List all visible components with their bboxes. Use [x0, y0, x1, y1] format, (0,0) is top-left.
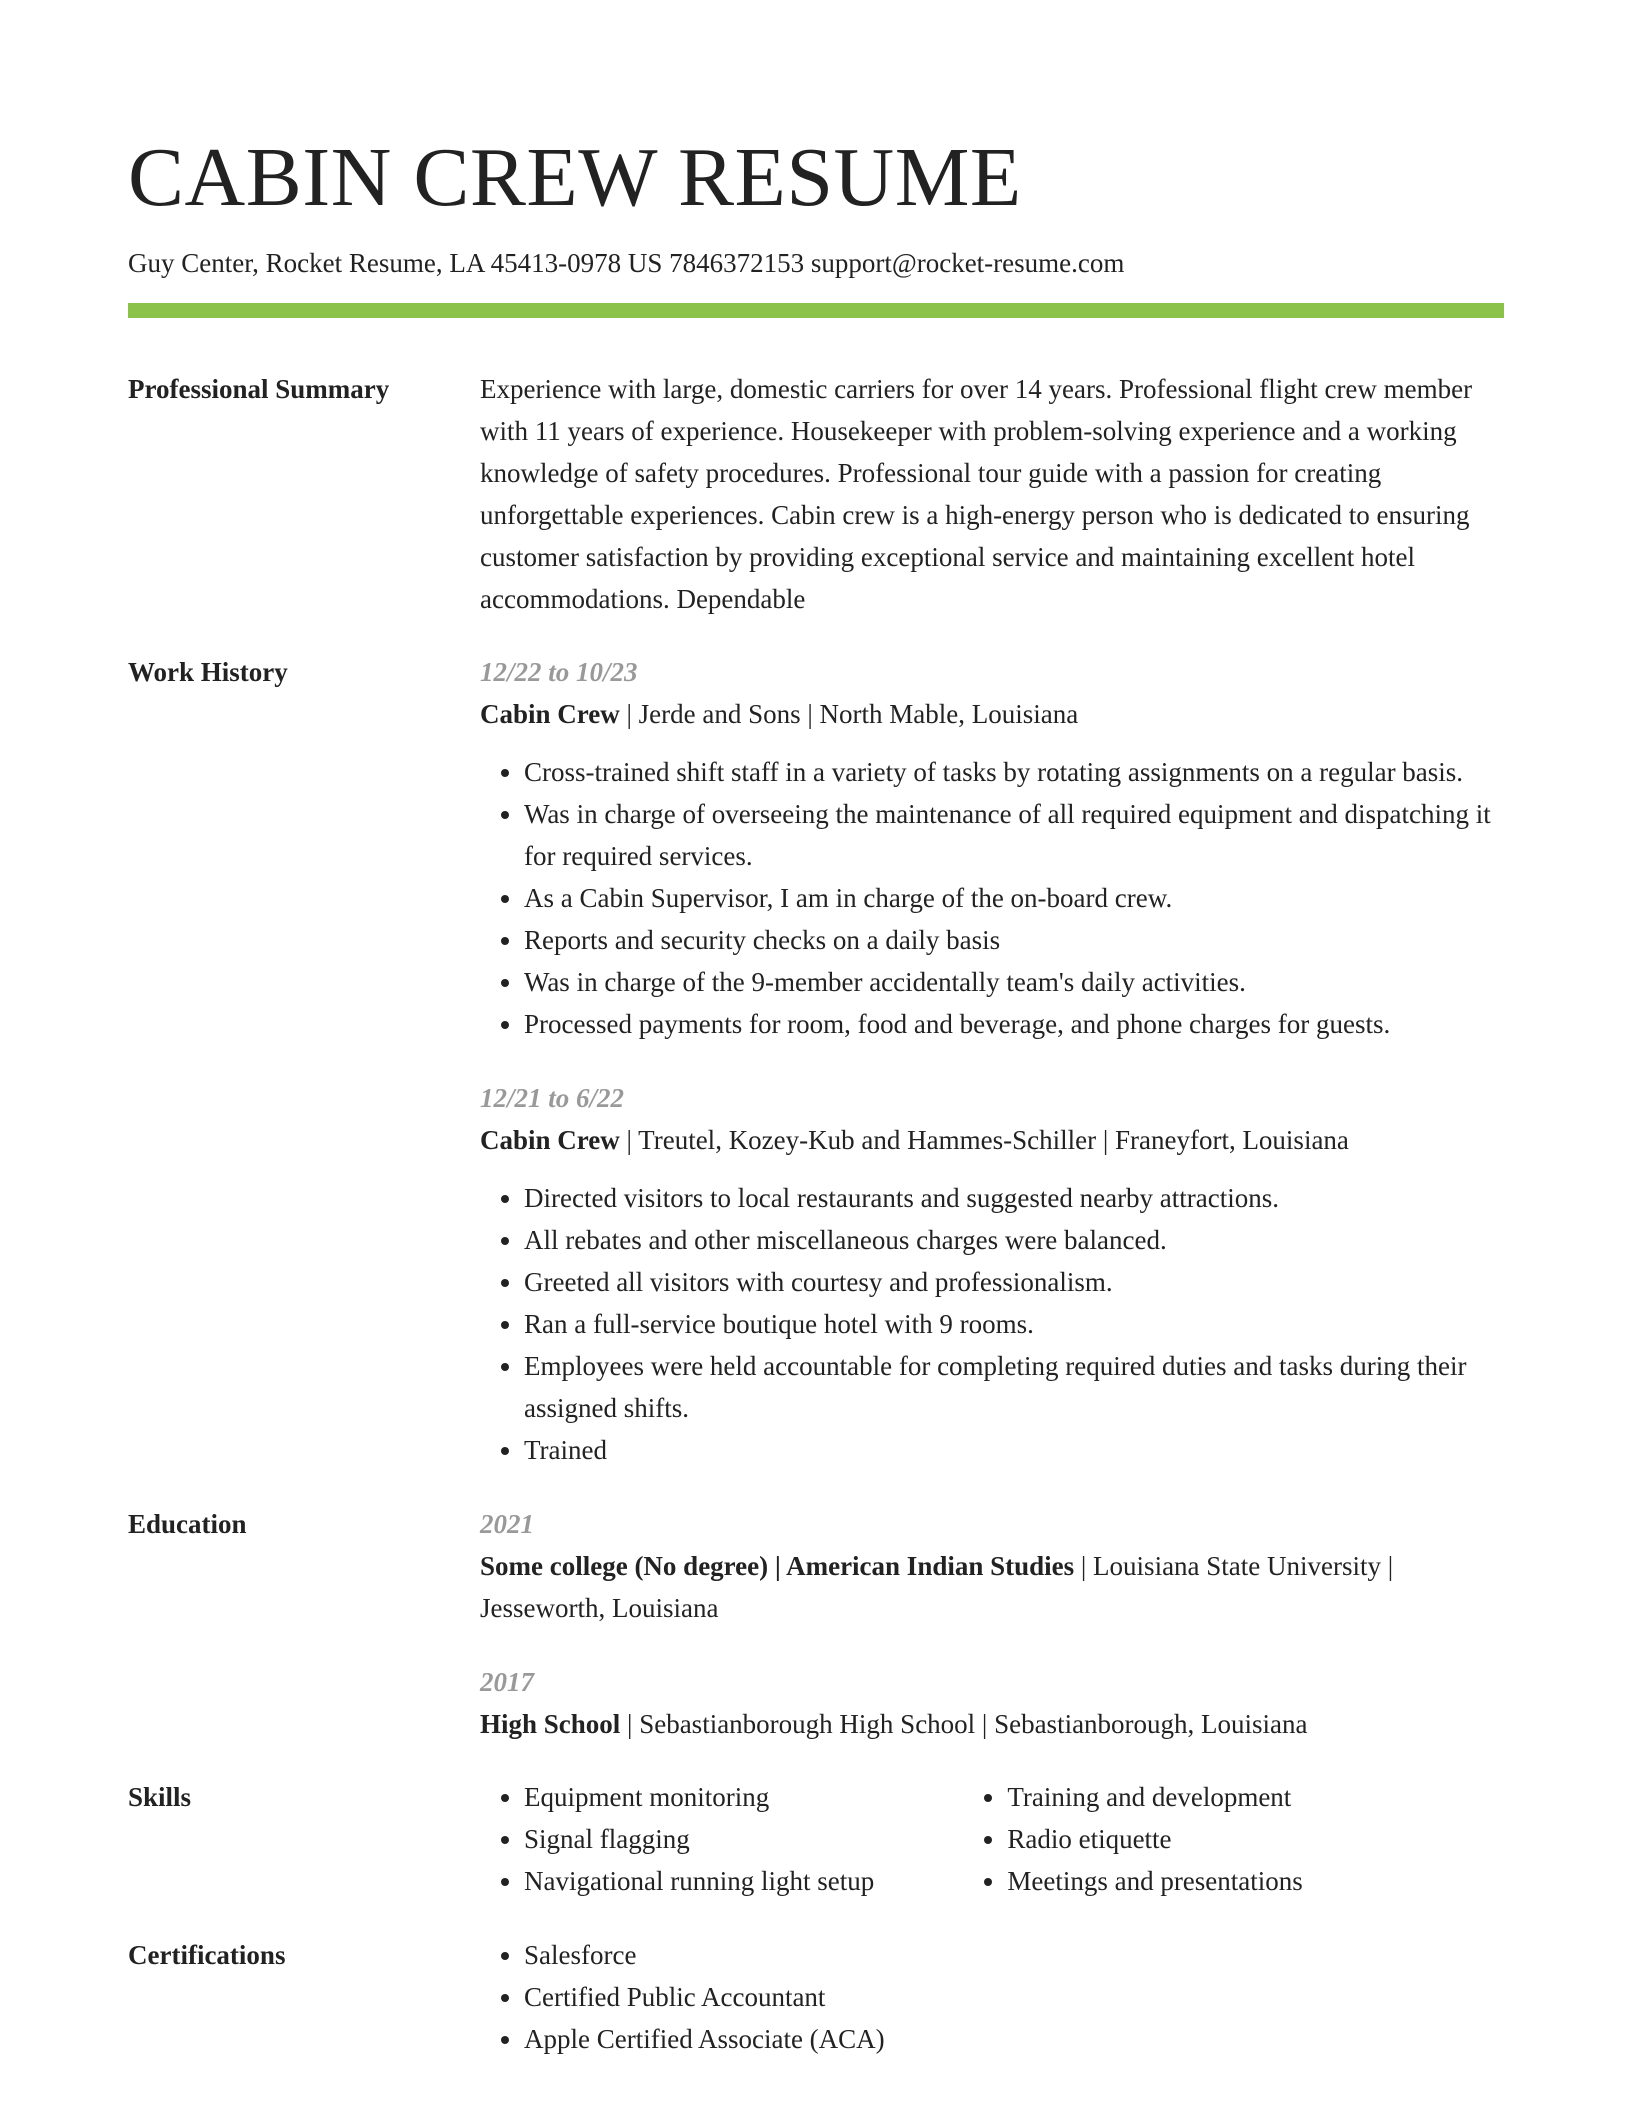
list-item: • Employees were held accountable for completing required duties and tasks during their assigned shifts.	[524, 1345, 1504, 1429]
education-degree: Some college (No degree) | American Indian Studies	[480, 1551, 1075, 1582]
list-item: • Trained	[524, 1429, 1504, 1471]
education-section	[128, 1503, 1504, 1745]
summary-section	[128, 368, 1504, 620]
list-item: • As a Cabin Supervisor, I am in charge of the on-board crew.	[524, 877, 1504, 919]
skills-column-2	[963, 1776, 1504, 1902]
work-history-section	[128, 651, 1504, 1471]
list-item: • Cross-trained shift staff in a variety of tasks by rotating assignments on a regular basis.	[524, 751, 1504, 793]
summary-text: Experience with large, domestic carriers for over 14 years. Professional flight crew member with 11 years of experience. Housekeeper with problem-solving experience and a working knowledge of safety procedures. Professional tour guide with a passion for creating unforgettable experiences. Cabin crew is a high-energy person who is dedicated to ensuring customer satisfaction by providing exceptional service and maintaining excellent hotel accommodations. Dependable	[480, 374, 1473, 615]
job-details: | Treutel, Kozey-Kub and Hammes-Schiller | Franeyfort, Louisiana	[619, 1125, 1349, 1156]
list-item: • Greeted all visitors with courtesy and professionalism.	[524, 1261, 1504, 1303]
education-degree: High School	[480, 1709, 621, 1740]
skills-section	[128, 1776, 1504, 1902]
education-entry	[480, 1503, 1504, 1629]
certifications-body	[480, 1934, 1504, 2060]
work-history-body	[480, 651, 1504, 1471]
list-item: • Training and development	[1007, 1776, 1504, 1818]
list-item: • Reports and security checks on a daily basis	[524, 919, 1504, 961]
list-item: • Ran a full-service boutique hotel with 9 rooms.	[524, 1303, 1504, 1345]
list-item: • Signal flagging	[524, 1818, 963, 1860]
skills-column-1	[480, 1776, 963, 1902]
education-details: | Louisiana State University | Jesseworth, Louisiana	[480, 1551, 1394, 1624]
list-item: • Directed visitors to local restaurants and suggested nearby attractions.	[524, 1177, 1504, 1219]
education-heading	[480, 1703, 1504, 1745]
education-label: Education	[128, 1509, 247, 1540]
job-bullets	[480, 1177, 1504, 1471]
certifications-list	[480, 1934, 1504, 2060]
education-year: 2017	[480, 1667, 534, 1698]
education-entry	[480, 1661, 1504, 1745]
resume-title: CABIN CREW RESUME	[128, 131, 1022, 224]
list-item: • All rebates and other miscellaneous charges were balanced.	[524, 1219, 1504, 1261]
list-item: • Was in charge of the 9-member accidentally team's daily activities.	[524, 961, 1504, 1003]
job-heading	[480, 693, 1504, 735]
list-item: • Navigational running light setup	[524, 1860, 963, 1902]
list-item: • Was in charge of overseeing the maintenance of all required equipment and dispatching it for required services.	[524, 793, 1504, 877]
list-item: • Apple Certified Associate (ACA)	[524, 2018, 1504, 2060]
list-item: • Salesforce	[524, 1934, 1504, 1976]
job-bullets	[480, 751, 1504, 1045]
job-details: | Jerde and Sons | North Mable, Louisiana	[619, 699, 1079, 730]
accent-rule	[128, 303, 1504, 318]
job-dates: 12/21 to 6/22	[480, 1083, 625, 1114]
contact-line: Guy Center, Rocket Resume, LA 45413-0978 US 7846372153 support@rocket-resume.com	[128, 248, 1125, 278]
education-details: | Sebastianborough High School | Sebastianborough, Louisiana	[620, 1709, 1308, 1740]
skills-body	[480, 1776, 1504, 1902]
certifications-section	[128, 1934, 1504, 2060]
job-title: Cabin Crew	[480, 1125, 620, 1156]
job-title: Cabin Crew	[480, 699, 620, 730]
certifications-label: Certifications	[128, 1940, 286, 1971]
list-item: • Meetings and presentations	[1007, 1860, 1504, 1902]
list-item: • Equipment monitoring	[524, 1776, 963, 1818]
summary-label: Professional Summary	[128, 374, 390, 405]
job-dates: 12/22 to 10/23	[480, 657, 638, 688]
work-history-label: Work History	[128, 657, 288, 688]
education-body	[480, 1503, 1504, 1745]
education-year: 2021	[480, 1509, 534, 1540]
job-entry	[480, 651, 1504, 1045]
education-heading	[480, 1545, 1504, 1629]
list-item: • Radio etiquette	[1007, 1818, 1504, 1860]
skills-label: Skills	[128, 1782, 192, 1813]
job-heading	[480, 1119, 1504, 1161]
job-entry	[480, 1077, 1504, 1471]
list-item: • Certified Public Accountant	[524, 1976, 1504, 2018]
list-item: • Processed payments for room, food and beverage, and phone charges for guests.	[524, 1003, 1504, 1045]
skills-grid	[480, 1776, 1504, 1902]
